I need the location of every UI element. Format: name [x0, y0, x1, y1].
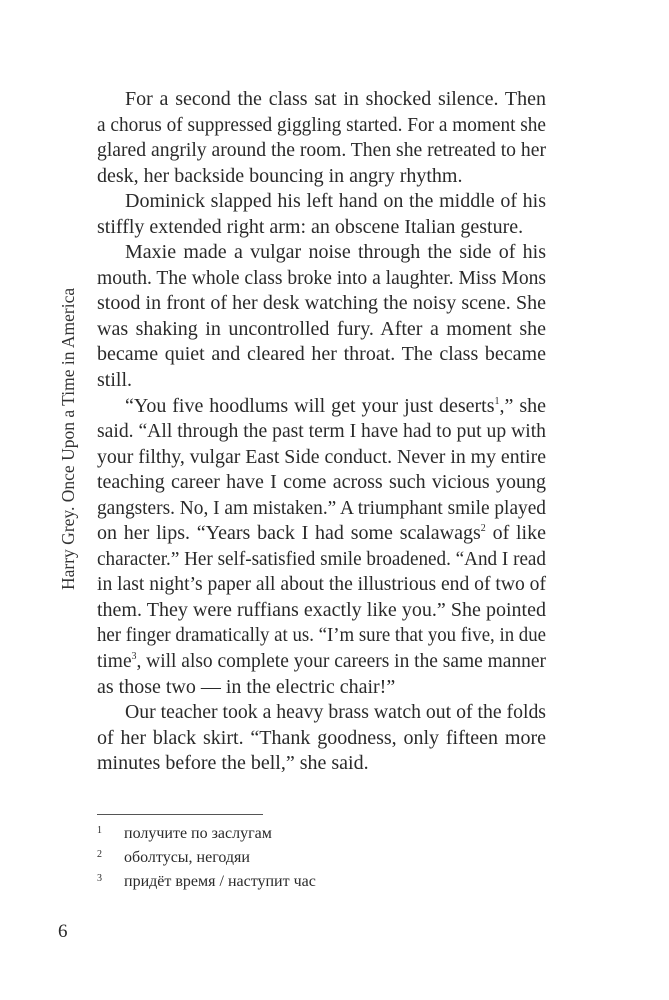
- footnote: [97, 822, 316, 846]
- line-text: stiffly extended right arm: an obscene Italian gesture.: [97, 215, 524, 238]
- line-content: [97, 470, 546, 496]
- line-text: , will also complete your careers in the same manner: [136, 650, 546, 673]
- line-text: them. They were ruffians exactly like you.” She pointed: [97, 598, 546, 621]
- text-line: [97, 572, 546, 598]
- line-content: [97, 547, 546, 573]
- paragraph: [97, 87, 546, 189]
- text-line: [97, 368, 546, 394]
- text-line: [97, 138, 546, 164]
- line-text: character.” Her self-satisfied smile broadened. “And I read: [97, 547, 546, 570]
- text-line: [97, 751, 546, 777]
- line-content: [97, 572, 546, 598]
- line-text: on her lips. “Years back I had some scalawags: [97, 522, 481, 545]
- text-line: [97, 445, 546, 471]
- text-line: [97, 419, 546, 445]
- line-content: [125, 700, 546, 726]
- line-text: “You five hoodlums will get your just deserts: [125, 394, 495, 417]
- line-text: teaching career have I come across such vicious young: [97, 471, 546, 494]
- line-text: was shaking in uncontrolled fury. After a moment she: [97, 317, 546, 340]
- line-text: in last night’s paper all about the illustrious end of two of: [97, 573, 546, 596]
- line-content: [97, 445, 546, 471]
- text-line: [97, 598, 546, 624]
- line-text: became quiet and cleared her throat. The class became: [97, 343, 546, 366]
- line-text: as those two — in the electric chair!”: [97, 675, 396, 698]
- text-line: [97, 291, 546, 317]
- footnote-divider: [97, 814, 263, 815]
- line-text: desk, her backside bouncing in angry rhythm.: [97, 164, 463, 187]
- line-content: [97, 266, 546, 292]
- line-content: [97, 164, 462, 190]
- line-text: time: [97, 650, 132, 673]
- line-content: [97, 342, 546, 368]
- line-text: of her black skirt. “Thank goodness, only fifteen more: [97, 726, 546, 749]
- line-content: [97, 317, 546, 343]
- line-text: her finger dramatically at us. “I’m sure that you five, in due: [97, 624, 546, 647]
- footnote-number: 3: [97, 873, 102, 884]
- body-text: [97, 87, 546, 777]
- line-content: [97, 649, 546, 675]
- paragraph: [97, 189, 546, 240]
- footnote-number: 1: [97, 825, 102, 836]
- line-text: For a second the class sat in shocked silence. Then: [125, 88, 546, 110]
- line-text: gangsters. No, I am mistaken.” A triumphant smile played: [97, 496, 546, 519]
- text-line: [97, 189, 546, 215]
- line-content: [97, 419, 546, 445]
- footnote-text: оболтусы, негодяи: [124, 849, 250, 866]
- line-content: [97, 623, 546, 649]
- paragraph: [97, 394, 546, 701]
- paragraph: [97, 240, 546, 393]
- line-content: [97, 675, 395, 701]
- footnote: [97, 870, 316, 894]
- text-line: [97, 496, 546, 522]
- line-content: [97, 598, 546, 624]
- footnote-ref: 3: [131, 651, 137, 663]
- text-line: [97, 113, 546, 139]
- text-line: [97, 675, 546, 701]
- line-text: stood in front of her desk watching the noisy scene. She: [97, 292, 546, 315]
- line-content: [97, 751, 369, 777]
- footnote-ref: 1: [494, 395, 500, 407]
- text-line: [97, 700, 546, 726]
- line-content: [97, 138, 546, 164]
- text-line: [97, 215, 546, 241]
- line-content: [97, 215, 523, 241]
- text-line: [97, 726, 546, 752]
- text-line: [97, 547, 546, 573]
- line-content: [97, 496, 546, 522]
- line-content: [97, 521, 546, 547]
- line-text: Maxie made a vulgar noise through the side of his: [125, 241, 546, 264]
- line-content: [97, 726, 546, 752]
- line-text: minutes before the bell,” she said.: [97, 752, 369, 775]
- text-line: [97, 649, 546, 675]
- footnote-number: 2: [97, 849, 102, 860]
- line-content: [125, 394, 546, 420]
- page-number: 6: [58, 921, 68, 942]
- footnote: [97, 846, 316, 870]
- line-content: [97, 368, 132, 394]
- footnote-text: получите по заслугам: [124, 825, 272, 842]
- line-text: ,” she: [499, 394, 546, 417]
- line-text: mouth. The whole class broke into a laughter. Miss Mons: [97, 266, 546, 289]
- text-line: [97, 240, 546, 266]
- line-text: Dominick slapped his left hand on the middle of his: [125, 190, 546, 213]
- footnotes: [97, 822, 316, 894]
- text-line: [97, 87, 546, 113]
- footnote-text: придёт время / наступит час: [124, 873, 316, 890]
- line-content: [125, 240, 546, 266]
- text-line: [97, 470, 546, 496]
- text-line: [97, 266, 546, 292]
- line-text: of like: [485, 522, 546, 545]
- line-content: [97, 291, 546, 317]
- line-text: still.: [97, 369, 133, 392]
- paragraph: [97, 700, 546, 777]
- text-line: [97, 317, 546, 343]
- footnote-ref: 2: [480, 523, 486, 535]
- line-text: Our teacher took a heavy brass watch out of the folds: [125, 701, 546, 724]
- line-content: [97, 113, 546, 139]
- running-head: Harry Grey. Once Upon a Time in America: [58, 287, 78, 590]
- line-content: [125, 189, 546, 215]
- line-text: said. “All through the past term I have had to put up with: [97, 420, 546, 443]
- text-line: [97, 521, 546, 547]
- line-text: glared angrily around the room. Then she retreated to her: [97, 139, 546, 162]
- line-content: [125, 87, 546, 113]
- line-text: a chorus of suppressed giggling started. For a moment she: [97, 113, 546, 136]
- line-text: your filthy, vulgar East Side conduct. Never in my entire: [97, 445, 546, 468]
- text-line: [97, 394, 546, 420]
- text-line: [97, 164, 546, 190]
- text-line: [97, 623, 546, 649]
- text-line: [97, 342, 546, 368]
